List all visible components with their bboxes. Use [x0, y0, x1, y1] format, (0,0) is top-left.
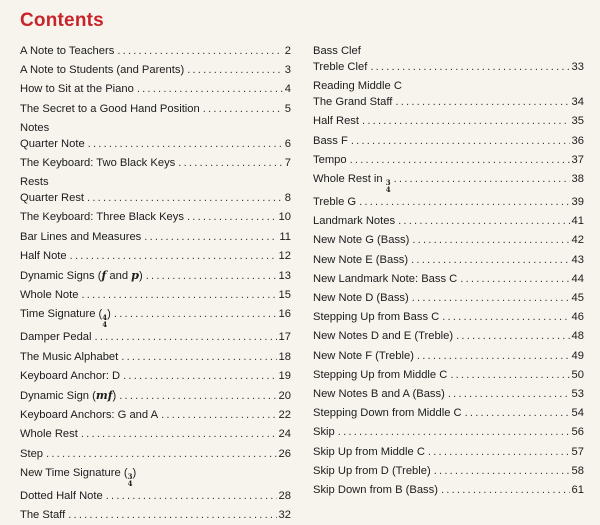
dynamic-sign-symbol: f	[101, 268, 107, 283]
dot-leader	[456, 327, 569, 346]
toc-entry-title	[20, 154, 175, 173]
toc-entry-title	[20, 189, 84, 208]
toc-entry-title	[20, 406, 158, 425]
toc-section-heading	[313, 42, 584, 58]
toc-entry	[20, 154, 291, 173]
toc-entry	[313, 443, 584, 462]
dot-leader	[442, 308, 569, 327]
toc-page-number: 5	[284, 102, 291, 115]
dot-leader	[434, 462, 570, 481]
toc-entry-title	[313, 170, 391, 193]
entry-title-text: A Note to Students (and Parents)	[20, 64, 185, 77]
toc-entry-title	[20, 425, 78, 444]
dot-leader	[465, 404, 570, 423]
toc-entry	[313, 404, 584, 423]
entry-title-text: New Notes B and A (Bass)	[313, 388, 445, 401]
toc-page-number: 12	[278, 249, 291, 262]
dot-leader	[178, 154, 283, 173]
entry-title-text: Keyboard Anchors: G and A	[20, 409, 159, 422]
dot-leader	[119, 387, 276, 406]
toc-page-number: 35	[571, 115, 584, 128]
toc-entry-title	[20, 506, 65, 525]
toc-page-number: 15	[278, 289, 291, 302]
toc-entry-title	[313, 251, 408, 270]
dot-leader	[394, 170, 570, 189]
entry-title-text: New Note G (Bass)	[313, 234, 410, 247]
toc-entry	[313, 93, 584, 112]
toc-page-number: 57	[571, 445, 584, 458]
entry-title-suffix: )	[112, 390, 117, 403]
entry-title-text: Dynamic Signs (	[20, 270, 102, 283]
toc-entry	[313, 327, 584, 346]
entry-title-text: Whole Rest	[20, 428, 78, 441]
toc-entry	[20, 266, 291, 286]
toc-entry	[313, 251, 584, 270]
dot-leader	[70, 247, 277, 266]
toc-entry-title	[313, 327, 453, 346]
toc-entry-title	[20, 100, 200, 119]
toc-page-number: 17	[278, 331, 291, 344]
heading-text: Reading Middle C	[313, 80, 402, 93]
fraction-digit: 3	[127, 471, 133, 481]
toc-entry-title	[20, 487, 103, 506]
toc-entry-title	[20, 266, 143, 286]
entry-title-text: Whole Rest in	[313, 173, 386, 186]
entry-title-text: The Keyboard: Two Black Keys	[20, 157, 176, 170]
toc-entry-title	[313, 347, 414, 366]
entry-title-text: Skip Up from Middle C	[313, 445, 425, 458]
fraction-digit: 4	[385, 185, 391, 195]
dot-leader	[370, 58, 569, 77]
toc-page-number: 44	[571, 272, 584, 285]
toc-entry-title	[20, 135, 85, 154]
toc-entry	[313, 270, 584, 289]
toc-entry-title	[313, 93, 392, 112]
fraction-digit: 3	[385, 178, 391, 188]
entry-title-text: New Note F (Treble)	[313, 349, 414, 362]
toc-entry	[20, 425, 291, 444]
dot-leader	[398, 212, 569, 231]
entry-title-text: Landmark Notes	[313, 215, 396, 228]
entry-title-text: The Secret to a Good Hand Position	[20, 102, 200, 115]
toc-page-number: 24	[278, 428, 291, 441]
toc-page-number: 37	[571, 153, 584, 166]
toc-entry	[20, 445, 291, 464]
entry-title-text: Tempo	[313, 153, 347, 166]
toc-column-right	[313, 42, 584, 500]
toc-section-heading	[20, 119, 291, 135]
toc-page-number: 33	[571, 61, 584, 73]
toc-entry	[313, 231, 584, 250]
entry-title-text: Dotted Half Note	[20, 489, 103, 502]
entry-title-text: Dynamic Sign (	[20, 390, 96, 403]
toc-section-heading	[313, 77, 584, 93]
toc-entry-title	[313, 462, 431, 481]
toc-entry	[20, 100, 291, 119]
toc-page-number: 8	[284, 192, 291, 205]
dot-leader	[428, 443, 570, 462]
entry-title-suffix: )	[139, 270, 143, 283]
toc-page-number: 26	[278, 447, 291, 460]
toc-entry	[20, 348, 291, 367]
dot-leader	[146, 267, 277, 286]
toc-entry	[20, 228, 291, 247]
toc-entry	[20, 42, 291, 61]
dot-leader	[412, 289, 570, 308]
toc-entry	[313, 481, 584, 500]
toc-entry-title	[313, 270, 457, 289]
toc-entry	[313, 462, 584, 481]
toc-entry	[20, 506, 291, 525]
dot-leader	[412, 231, 569, 250]
toc-entry	[313, 151, 584, 170]
dot-leader	[460, 270, 569, 289]
entry-title-text: Treble Clef	[313, 61, 368, 73]
toc-entry	[313, 170, 584, 193]
toc-entry	[20, 305, 291, 328]
entry-title-text: Quarter Rest	[20, 192, 85, 205]
toc-entry	[20, 386, 291, 406]
toc-entry	[313, 193, 584, 212]
toc-page-number: 46	[571, 311, 584, 324]
entry-title-text: Time Signature (	[20, 308, 103, 321]
toc-entry	[313, 112, 584, 131]
toc-page-number: 42	[571, 234, 584, 247]
dot-leader	[81, 286, 276, 305]
heading-text: Rests	[20, 176, 49, 189]
entry-title-text: Stepping Down from Middle C	[313, 407, 462, 420]
toc-column-left	[20, 42, 291, 525]
toc-page-number: 2	[284, 45, 291, 57]
entry-title-text: The Music Alphabet	[20, 350, 119, 363]
toc-entry	[313, 58, 584, 77]
toc-page-number: 10	[278, 211, 291, 224]
toc-entry-title	[20, 61, 184, 80]
dot-leader	[338, 423, 570, 442]
toc-entry-title	[20, 445, 43, 464]
toc-entry-title	[313, 132, 348, 151]
toc-entry-title	[313, 481, 438, 500]
toc-entry-title	[313, 231, 409, 250]
toc-entry	[313, 132, 584, 151]
toc-page-number: 53	[571, 388, 584, 401]
toc-entry	[313, 347, 584, 366]
entry-title-text: Quarter Note	[20, 137, 85, 150]
dot-leader	[203, 100, 283, 119]
dot-leader	[95, 328, 277, 347]
toc-page-number: 48	[571, 330, 584, 343]
toc-page-number: 6	[284, 137, 291, 150]
toc-page-number: 38	[571, 173, 584, 186]
fraction-digit: 4	[102, 320, 108, 330]
toc-section-heading	[20, 173, 291, 189]
dot-leader	[450, 366, 569, 385]
dot-leader	[137, 80, 283, 99]
entry-title-text: New Note D (Bass)	[313, 292, 409, 305]
toc-entry-title	[313, 404, 462, 423]
toc-entry	[313, 212, 584, 231]
dot-leader	[441, 481, 570, 500]
entry-connector: and	[106, 270, 132, 283]
toc-entry	[313, 423, 584, 442]
toc-page-number: 61	[571, 484, 584, 497]
dot-leader	[187, 61, 283, 80]
toc-page-number: 20	[278, 390, 291, 403]
toc-entry	[313, 289, 584, 308]
dot-leader	[106, 487, 277, 506]
toc-entry-title	[20, 286, 78, 305]
dynamic-sign-symbol: mf	[95, 388, 113, 403]
entry-title-text: Treble G	[313, 196, 357, 209]
entry-title-text: Half Note	[20, 249, 67, 262]
toc-page-number: 54	[571, 407, 584, 420]
toc-page-number: 18	[278, 350, 291, 363]
dot-leader	[88, 135, 283, 154]
entry-title-text: A Note to Teachers	[20, 45, 115, 57]
toc-page-number: 16	[278, 308, 291, 321]
toc-entry-title	[313, 193, 356, 212]
toc-entry-title	[313, 58, 367, 77]
dot-leader	[351, 132, 570, 151]
entry-title-text: Skip	[313, 426, 335, 439]
toc-entry	[20, 367, 291, 386]
toc-page-number: 13	[278, 270, 291, 283]
toc-entry-title	[313, 308, 439, 327]
entry-title-text: The Grand Staff	[313, 96, 393, 109]
toc-page-number: 34	[571, 96, 584, 109]
page-title: Contents	[20, 10, 104, 31]
toc-page-number: 7	[284, 157, 291, 170]
entry-title-text: Keyboard Anchor: D	[20, 369, 121, 382]
entry-title-text: Bass F	[313, 134, 348, 147]
entry-title-text: Damper Pedal	[20, 331, 92, 344]
toc-entry	[313, 308, 584, 327]
fraction-digit: 4	[102, 313, 108, 323]
dot-leader	[359, 193, 569, 212]
toc-entry-title	[313, 366, 447, 385]
fraction-digit: 4	[127, 478, 133, 488]
dot-leader	[123, 367, 276, 386]
dot-leader	[117, 42, 282, 61]
toc-entry-title	[20, 367, 120, 386]
toc-page-number: 49	[571, 349, 584, 362]
toc-entry-title	[20, 348, 118, 367]
dot-leader	[68, 506, 276, 525]
toc-section-heading	[20, 464, 291, 487]
dynamic-sign-symbol: p	[131, 268, 139, 283]
toc-entry-title	[20, 228, 141, 247]
entry-title-text: The Keyboard: Three Black Keys	[20, 211, 184, 224]
toc-entry	[20, 406, 291, 425]
entry-title-text: Half Rest	[313, 115, 360, 128]
toc-page-number: 50	[571, 368, 584, 381]
entry-title-text: Skip Up from D (Treble)	[313, 464, 431, 477]
toc-entry-title	[20, 208, 184, 227]
toc-entry	[20, 208, 291, 227]
toc-page-number: 58	[571, 464, 584, 477]
toc-page-number: 22	[278, 409, 291, 422]
toc-entry	[20, 487, 291, 506]
entry-title-text: New Note E (Bass)	[313, 253, 409, 266]
toc-entry	[20, 135, 291, 154]
dot-leader	[395, 93, 569, 112]
dot-leader	[187, 208, 277, 227]
toc-entry-title	[20, 247, 67, 266]
toc-entry	[313, 366, 584, 385]
toc-entry-title	[20, 305, 111, 328]
entry-title-text: New Landmark Note: Bass C	[313, 272, 458, 285]
toc-entry-title	[313, 112, 359, 131]
toc-page-number: 56	[571, 426, 584, 439]
toc-entry-title	[313, 212, 395, 231]
entry-title-text: The Staff	[20, 509, 66, 522]
dot-leader	[81, 425, 277, 444]
entry-title-text: Whole Note	[20, 289, 79, 302]
dot-leader	[362, 112, 570, 131]
toc-page-number: 45	[571, 292, 584, 305]
heading-text: New Time Signature (	[20, 466, 128, 479]
toc-page-number: 41	[571, 215, 584, 228]
toc-entry-title	[20, 386, 116, 406]
dot-leader	[46, 445, 277, 464]
entry-title-text: Stepping Up from Middle C	[313, 368, 448, 381]
entry-title-text: Bar Lines and Measures	[20, 230, 142, 243]
toc-page-number: 39	[571, 196, 584, 209]
toc-entry-title	[313, 151, 347, 170]
toc-page-number: 28	[278, 489, 291, 502]
entry-title-suffix: )	[107, 308, 111, 321]
entry-title-text: How to Sit at the Piano	[20, 83, 134, 96]
dot-leader	[161, 406, 276, 425]
toc-entry-title	[313, 385, 445, 404]
dot-leader	[87, 189, 283, 208]
toc-entry-title	[20, 328, 92, 347]
dot-leader	[417, 347, 570, 366]
heading-text: Bass Clef	[313, 45, 361, 57]
toc-entry-title	[313, 443, 425, 462]
toc-entry-title	[313, 289, 409, 308]
toc-entry-title	[20, 42, 114, 61]
dot-leader	[350, 151, 570, 170]
toc-entry	[313, 385, 584, 404]
toc-entry	[20, 286, 291, 305]
entry-title-text: Step	[20, 447, 44, 460]
toc-page-number: 43	[571, 253, 584, 266]
heading-suffix: )	[132, 466, 137, 479]
entry-title-text: Stepping Up from Bass C	[313, 311, 440, 324]
toc-entry-title	[313, 423, 335, 442]
heading-text: Notes	[20, 121, 50, 134]
toc-entry	[20, 189, 291, 208]
toc-entry	[20, 80, 291, 99]
toc-entry	[20, 247, 291, 266]
toc-page-number: 19	[278, 369, 291, 382]
dot-leader	[144, 228, 277, 247]
entry-title-text: Skip Down from B (Bass)	[313, 484, 438, 497]
toc-page-number: 32	[278, 509, 291, 522]
toc-entry	[20, 61, 291, 80]
toc-page-number: 11	[279, 230, 291, 243]
toc-page-number: 36	[571, 134, 584, 147]
toc-entry	[20, 328, 291, 347]
entry-title-text: New Notes D and E (Treble)	[313, 330, 454, 343]
toc-entry-title	[20, 80, 134, 99]
dot-leader	[411, 251, 569, 270]
toc-page-number: 3	[284, 64, 291, 77]
dot-leader	[114, 305, 277, 324]
time-signature-symbol	[386, 179, 391, 193]
dot-leader	[121, 348, 276, 367]
dot-leader	[448, 385, 570, 404]
toc-page-number: 4	[284, 83, 291, 96]
